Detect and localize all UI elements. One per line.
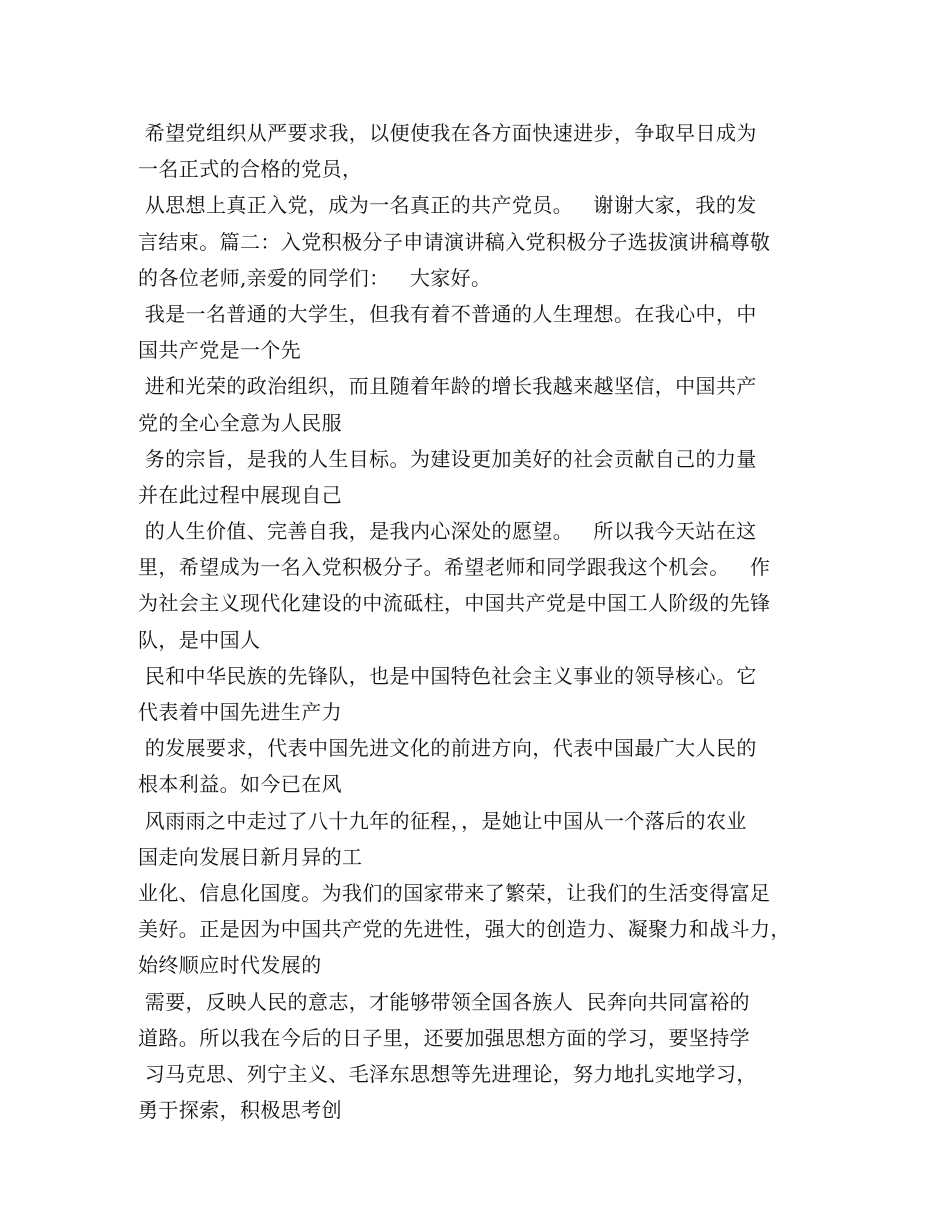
text-line: 需要，反映人民的意志，才能够带领全国各族人 民奔向共同富裕的 — [138, 989, 750, 1014]
text-line: 代表着中国先进生产力 — [138, 700, 342, 724]
text-line: 我是一名普通的大学生，但我有着不普通的人生理想。在我心中，中 — [138, 301, 757, 326]
text-line: 国共产党是一个先 — [138, 338, 302, 363]
text-line: 风雨雨之中走过了八十九年的征程，，是她让中国从一个落后的农业 — [138, 808, 747, 833]
text-line: 业化、信息化国度。为我们的国家带来了繁荣，让我们的生活变得富足 — [138, 880, 771, 905]
text-line: 的各位老师,亲爱的同学们： 大家好。 — [138, 265, 492, 290]
text-line: 进和光荣的政治组织，而且随着年龄的增长我越来越坚信，中国共产 — [138, 374, 757, 399]
text-line: 并在此过程中展现自己 — [138, 482, 342, 507]
text-line: 里，希望成为一名入党积极分子。希望老师和同学跟我这个机会。 作 — [138, 555, 771, 580]
text-line: 勇于探索，积极思考创 — [138, 1098, 342, 1123]
text-line: 始终顺应时代发展的 — [138, 953, 322, 978]
text-line: 务的宗旨，是我的人生目标。为建设更加美好的社会贡献自己的力量 — [138, 446, 757, 471]
text-line: 根本利益。如今已在风 — [138, 772, 342, 797]
text-line: 队，是中国人 — [138, 627, 261, 652]
text-line: 一名正式的合格的党员， — [138, 157, 363, 182]
text-line: 言结束。篇二：入党积极分子申请演讲稿入党积极分子选拔演讲稿尊敬 — [138, 229, 771, 254]
text-line: 道路。所以我在今后的日子里，还要加强思想方面的学习，要坚持学 — [138, 1025, 750, 1050]
text-line: 党的全心全意为人民服 — [138, 410, 342, 435]
document-body — [138, 115, 828, 1128]
text-line: 习马克思、列宁主义、毛泽东思想等先进理论，努力地扎实地学习， — [138, 1061, 757, 1086]
text-line: 为社会主义现代化建设的中流砥柱，中国共产党是中国工人阶级的先锋 — [138, 591, 771, 616]
text-line: 国走向发展日新月异的工 — [138, 844, 363, 869]
text-line: 的发展要求，代表中国先进文化的前进方向，代表中国最广大人民的 — [138, 736, 757, 761]
text-line: 的人生价值、完善自我，是我内心深处的愿望。 所以我今天站在这 — [138, 519, 757, 544]
text-line: 美好。正是因为中国共产党的先进性，强大的创造力、凝聚力和战斗力， — [138, 917, 791, 942]
text-line: 从思想上真正入党，成为一名真正的共产党员。 谢谢大家，我的发 — [138, 193, 757, 218]
text-line: 民和中华民族的先锋队，也是中国特色社会主义事业的领导核心。它 — [138, 663, 757, 688]
text-line: 希望党组织从严要求我，以便使我在各方面快速进步，争取早日成为 — [138, 121, 757, 145]
